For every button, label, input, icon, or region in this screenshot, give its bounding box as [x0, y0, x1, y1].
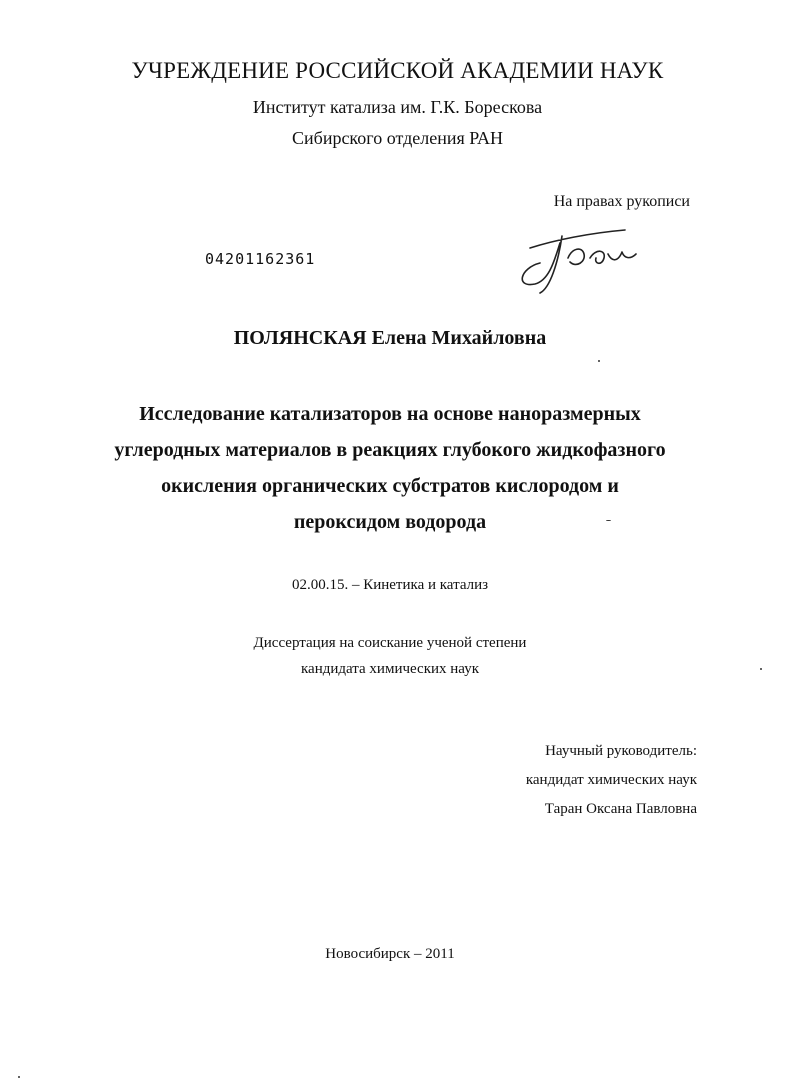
scan-speck: [18, 1076, 20, 1078]
supervisor-degree: кандидат химических наук: [525, 772, 697, 788]
branch-name: Сибирского отделения РАН: [292, 128, 503, 148]
title-line: углеродных материалов в реакциях глубокого жидкофазного: [114, 439, 666, 461]
author-name: ПОЛЯНСКАЯ Елена Михайловна: [233, 327, 547, 349]
signature-icon: [510, 218, 650, 298]
title-line: Исследование катализаторов на основе наноразмерных: [139, 403, 641, 425]
scan-speck: [760, 668, 762, 670]
supervisor-block: [526, 737, 697, 824]
title-line: пероксидом водорода: [293, 511, 487, 533]
title-line: окисления органических субстратов кислородом и: [161, 475, 619, 497]
document-number: 04201162361: [205, 250, 316, 268]
degree-line: Диссертация на соискание ученой степени: [253, 635, 527, 651]
supervisor-role: Научный руководитель:: [545, 743, 697, 759]
institute-name: Институт катализа им. Г.К. Борескова: [252, 97, 543, 117]
dissertation-title: [60, 396, 720, 540]
organization-title: УЧРЕЖДЕНИЕ РОССИЙСКОЙ АКАДЕМИИ НАУК: [131, 58, 664, 83]
scan-speck: [598, 360, 600, 362]
manuscript-rights-note: На правах рукописи: [553, 193, 690, 210]
specialty-code: 02.00.15. – Кинетика и катализ: [291, 577, 489, 593]
degree-statement: [0, 630, 780, 682]
place-and-year: Новосибирск – 2011: [325, 946, 455, 962]
degree-line: кандидата химических наук: [300, 661, 479, 677]
scan-speck: [606, 520, 611, 521]
supervisor-name: Таран Оксана Павловна: [544, 801, 697, 817]
